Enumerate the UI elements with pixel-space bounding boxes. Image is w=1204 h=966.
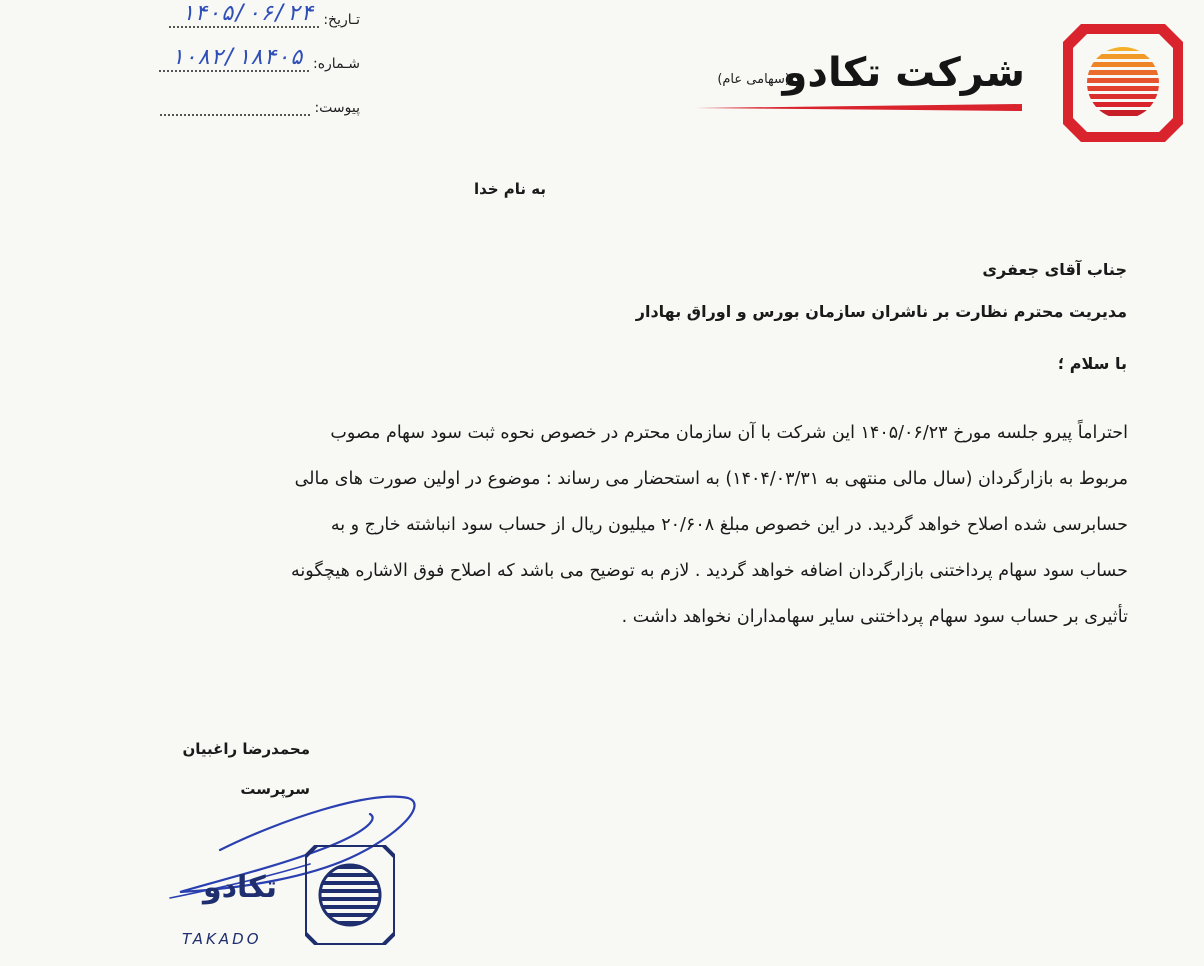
- number-row: [110, 45, 360, 84]
- number-label: شـماره:: [312, 56, 360, 72]
- body-line: حسابرسی شده اصلاح خواهد گردید. در این خصوص مبلغ ۲۰/۶۰۸ میلیون ریال از حساب سود انباشته خارج و به: [330, 515, 1128, 535]
- signer-name: محمدرضا راغبیان: [182, 740, 310, 758]
- body-line: احتراماً پیرو جلسه مورخ ۱۴۰۵/۰۶/۲۳ این شرکت با آن سازمان محترم در خصوص نحوه ثبت سود سهام مصوب: [330, 423, 1128, 443]
- signer-title: سرپرست: [240, 780, 310, 798]
- letter-body: [170, 410, 1128, 640]
- date-row: [110, 1, 360, 40]
- basmala: به نام خدا: [473, 180, 547, 198]
- company-stamp: [180, 840, 400, 955]
- number-value: ۱۰۸۲/۱۸۴۰۵: [170, 45, 303, 70]
- recipient-role: مدیریت محترم نظارت بر ناشران سازمان بورس و اوراق بهادار: [635, 302, 1127, 321]
- recipient: جناب آقای جعفری: [982, 260, 1127, 279]
- stamp-text: تکادو: [202, 870, 278, 905]
- company-type: (سهامی عام): [717, 72, 790, 87]
- greeting: با سلام ؛: [1057, 354, 1127, 373]
- company-logo-icon: [1063, 24, 1183, 142]
- body-line: تأثیری بر حساب سود سهام پرداختنی سایر سهامداران نخواهد داشت .: [621, 607, 1128, 627]
- attachment-label: پیوست:: [314, 100, 360, 116]
- body-line: حساب سود سهام پرداختنی بازارگردان اضافه خواهد گردید . لازم به توضیح می باشد که اصلاح فوق الاشاره هیچگونه: [291, 561, 1128, 581]
- stamp-latin-text: TAKADO: [182, 930, 262, 948]
- date-value: ۱۴۰۵/۰۶/۲۴: [180, 1, 314, 26]
- stamp-logo-icon: [305, 845, 395, 945]
- attachment-row: [110, 100, 360, 128]
- company-name: شرکت تکادو: [782, 50, 1025, 96]
- date-label: تـاریخ:: [323, 12, 360, 28]
- body-line: مربوط به بازارگردان (سال مالی منتهی به ۱۴۰۴/۰۳/۳۱) به استحضار می رساند : موضوع در اولین صورت های مالی: [294, 469, 1128, 489]
- header-rule: [696, 104, 1022, 111]
